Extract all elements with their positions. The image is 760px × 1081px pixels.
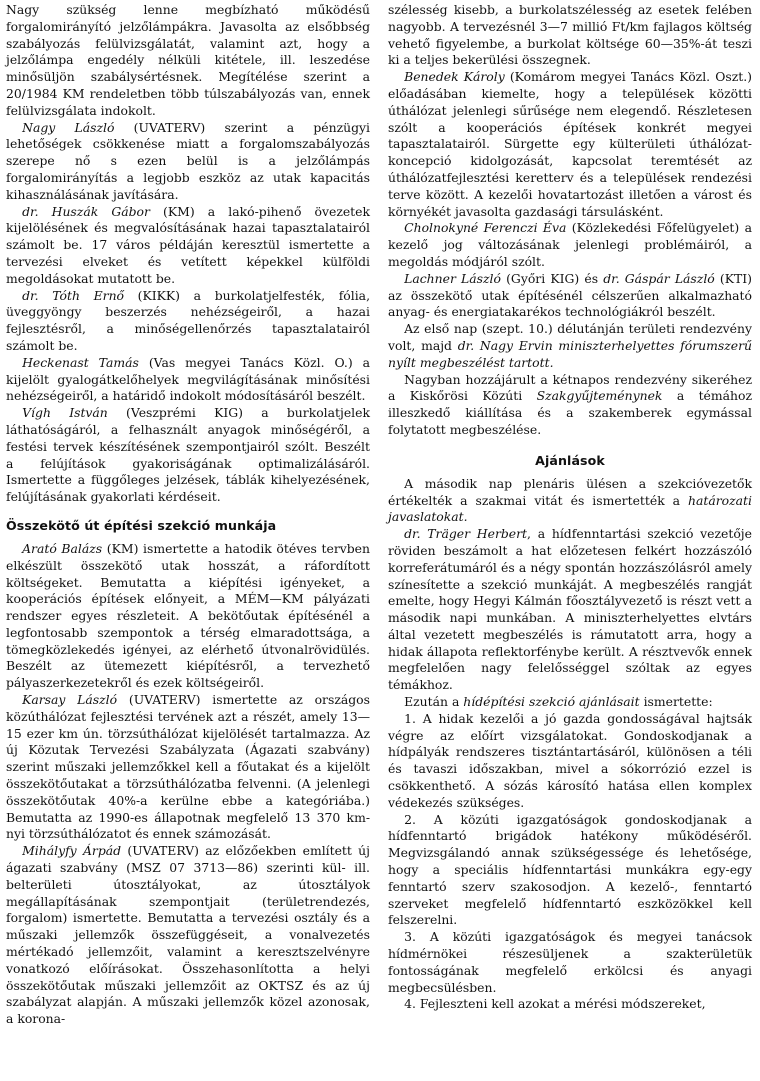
recommendation-item: 4. Fejleszteni kell azokat a mérési módszereket,	[404, 996, 706, 1012]
emphasis-text: határozati javaslatokat.	[388, 492, 752, 525]
paragraph-text: ismertette:	[639, 694, 713, 710]
paragraph	[388, 526, 752, 694]
paragraph	[6, 405, 370, 506]
recommendation-item: 3. A közúti igazgatóságok és megyei tanácsok hídmérnökei részesüljenek a szakterületük fontosságának megfelelő erkölcsi és anyagi megbecsülésben.	[388, 929, 752, 995]
paragraph-text: (Komárom megyei Tanács Közl. Oszt.) előadásában kiemelte, hogy a települések közötti úthálózat jelenlegi sűrűsége nem elegendő. Részletesen szólt a kooperációs építések konkrét megyei tapasztalatairól. Sürgette egy külterületi úthálózat-koncepció kidolgozását, kapcsolat teremtését az úthálózatfejlesztési keretterv és a települések rendezési terve között. A kezelői hovatartozást illetően a várost és környékét javasolta gazdasági társulásként.	[388, 69, 753, 219]
paragraph-text: (UVATERV) szerint a pénzügyi lehetőségek csökkenése miatt a forgalomszabályozás szerepe nő s ezen belül is a jelzőlámpás forgalomirányítás a legjobb eszköz az utak kapacitás kihasználásának javítására.	[6, 119, 370, 202]
paragraph	[388, 321, 752, 371]
paragraph-text: (Közlekedési Főfelügyelet) a kezelő jog változásának jelenlegi problémáiról, a megoldás módjáról szólt.	[388, 220, 752, 269]
paragraph: szélesség kisebb, a burkolatszélesség az esetek felében nagyobb. A tervezésnél 3—7 millió Ft/km fajlagos költség vehető figyelembe, a burkolat költsége 60—35%-át teszi ki a teljes bekerülési összegnek.	[388, 2, 752, 68]
paragraph-text: Az első nap (szept. 10.) délutánján területi rendezvény volt, majd	[388, 321, 752, 353]
paragraph	[6, 288, 370, 355]
paragraph-text: (Vas megyei Tanács Közl. O.) a kijelölt gyalogátkelőhelyek megvilágításának minősítési nehézségeiről, a határidő indokolt módosításáról beszélt.	[6, 354, 371, 404]
paragraph	[6, 692, 370, 843]
recommendation-item: 1. A hidak kezelői a jó gazda gondosságával hajtsák végre az előírt vizsgálatokat. Gondoskodjanak a hídpályák rendszeres tisztántartásáról, különösen a téli és tavaszi időszakban, mivel a sókorrózió ezzel is csökkenthető. A sózás károsító hatása ellen komplex védekezés szükséges.	[388, 710, 752, 810]
speaker-name: Arató Balázs	[22, 540, 103, 556]
speaker-name: Nagy László	[22, 119, 115, 135]
paragraph-text: A második nap plenáris ülésen a szekcióvezetők értékelték a szakmai vitát és ismertették a	[388, 475, 752, 508]
paragraph-text: (UVATERV) az előzőekben említett új ágazati szabvány (MSZ 07 3713—86) szerinti kül- ill. belterületi útosztályokat, az útosztályok megállapításának szempontjait (területrendezés, forgalom) ismertette. Bemutatta a tervezési osztály és a műszaki jellemzők összefüggéseit, a vonalvezetés mértékadó jellemzőit, valamint a keresztszelvényre vonatkozó előírásokat. Összehasonlította a helyi összekötőutak műszaki jellemzőit az OKTSZ és az új szabályzat alapján. A műszaki jellemzők közel azonosak, a korona-	[6, 843, 370, 1027]
right-column	[388, 2, 752, 1081]
paragraph-text: (KM) ismertette a hatodik ötéves tervben elkészült összekötő utak hosszát, a ráfordított költségeket. Bemutatta a kiépítési igényeket, a kooperációs építések előnyeit, a MÉM—KM pályázati rendszer egyes részleteit. A bekötőutak építésénél a legfontosabb szempontok a térség elmaradottsága, a tömegközlekedés igényei, az elérhető útvonalrövidülés. Beszélt az ütemezett kiépítésről, a tervezhető pályaszerkezetekről és ezek költségeiről.	[6, 540, 370, 691]
paragraph	[6, 541, 370, 692]
paragraph-text: (KTI) az összekötő utak építésénél célszerűen alkalmazható anyag- és energiatakarékos technológiákról beszélt.	[388, 270, 752, 320]
paragraph-text: , a hídfenntartási szekció vezetője röviden beszámolt a hat előzetesen felkért hozzászóló korreferátumáról és a négy spontán hozzászólásról amely színesítette a szekció munkáját. A megbeszélés rangját emelte, hogy Hegyi Kálmán főosztályvezető is részt vett a második napi munkában. A miniszterhelyettes elvtárs által vezetett megbeszélés is rámutatott arra, hogy a hidak állapota reflektorfénybe került. A résztvevők ennek megfelelően nagy felelősséggel szóltak az egyes témákhoz.	[388, 526, 752, 693]
speaker-name: Cholnokyné Ferenczi Éva	[404, 220, 567, 236]
paragraph	[388, 220, 752, 270]
speaker-name: Mihályfy Árpád	[22, 843, 122, 859]
speaker-name: Lachner László	[404, 270, 501, 286]
paragraph	[388, 271, 752, 321]
paragraph-text: Nagyban hozzájárult a kétnapos rendezvény sikeréhez a Kiskőrösi Közúti	[388, 371, 752, 404]
paragraph-text: (UVATERV) ismertette az országos közúthálózat fejlesztési tervének azt a részét, amely 13—15 ezer km ún. törzsúthálózat kijelölését tartalmazza. Az új Közutak Tervezési Szabályzata (Ágazati szabvány) szerint műszaki jellemzőkkel kell a főutakat és a kijelölt összekötőutakat a törzsúthálózatba felvenni. (A jelenlegi összekötőutak 40%-a kerülne ebbe a kategóriába.) Bemutatta az 1990-es állapotnak megfelelő 13 370 km-nyi törzsúthálózatot és ennek számozását.	[6, 692, 370, 842]
speaker-name: Benedek Károly	[404, 69, 505, 85]
speaker-name: Heckenast Tamás	[22, 354, 139, 370]
paragraph	[388, 372, 752, 439]
section-heading: Összekötő út építési szekció munkája	[6, 517, 277, 533]
emphasis-text: dr. Nagy Ervin miniszterhelyettes fórumszerű nyílt megbeszélést tartott.	[388, 337, 752, 370]
paragraph	[388, 476, 752, 526]
paragraph-text: (Veszprémi KIG) a burkolatjelek láthatóságáról, a felhasznált anyagok minőségéről, a festési tervek készítésének szempontjairól szólt. Beszélt a felújítások gyakoriságának optimalizálásáról. Ismertette a függőleges jelzések, táblák kihelyezésének, felújításának gyakorlati kérdéseit.	[6, 405, 370, 505]
emphasis-text: hídépítési szekció ajánlásait	[463, 694, 640, 710]
speaker-name: dr. Gáspár László	[603, 270, 715, 286]
section-heading: Ajánlások	[535, 452, 605, 468]
paragraph	[6, 120, 370, 204]
speaker-name: dr. Huszák Gábor	[22, 203, 150, 219]
paragraph-text: (KIKK) a burkolatjelfesték, fólia, üveggyöngy beszerzés nehézségeiről, a hazai fejlesztésről, a minőségellenőrzés tapasztalatairól számolt be.	[6, 287, 371, 353]
paragraph	[388, 69, 752, 220]
recommendation-item: 2. A közúti igazgatóságok gondoskodjanak a hídfenntartó brigádok hatékony működéséről. Megvizsgálandó annak szükségessége és lehetősége, hogy a speciális hídfenntartási munkákra egy-egy fenntartó szerv szakosodjon. A kezelő-, fenntartó szerveket megfelelő hídfenntartó eszközökkel kell felszerelni.	[388, 811, 752, 928]
paragraph-text: (Győri KIG) és	[500, 270, 604, 286]
paragraph	[6, 843, 370, 1028]
speaker-name: dr. Träger Herbert	[404, 526, 528, 542]
paragraph-text: Ezután a	[404, 694, 464, 710]
speaker-name: Vígh István	[22, 405, 108, 421]
paragraph-text: a témához illeszkedő kiállítása és a szakemberek egymással folytatott megbeszélése.	[388, 388, 752, 437]
left-column	[6, 2, 370, 1081]
paragraph: Nagy szükség lenne megbízható működésű forgalomirányító jelzőlámpákra. Javasolta az elsőbbség szabályozás felülvizsgálatát, valamint azt, hogy a jelzőlámpa engedély nélküli kitétele, ill. leszedése minősüljön szabálysértésnek. Megítélése szerint a 20/1984 KM rendeletben több túlszabályozás van, ennek felülvizsgálata indokolt.	[6, 2, 370, 118]
emphasis-text: Szakgyűjteménynek	[536, 388, 663, 404]
paragraph	[6, 355, 370, 405]
speaker-name: dr. Tóth Ernő	[22, 287, 125, 303]
paragraph-text: (KM) a lakó-pihenő övezetek kijelölésének és megvalósításának hazai tapasztalatairól számolt be. 17 város példáján keresztül ismertette a tervezési elveket és vetített képekkel külföldi megoldásokat mutatott be.	[6, 203, 370, 286]
paragraph	[6, 204, 370, 288]
paragraph	[388, 694, 752, 711]
speaker-name: Karsay László	[22, 692, 118, 708]
